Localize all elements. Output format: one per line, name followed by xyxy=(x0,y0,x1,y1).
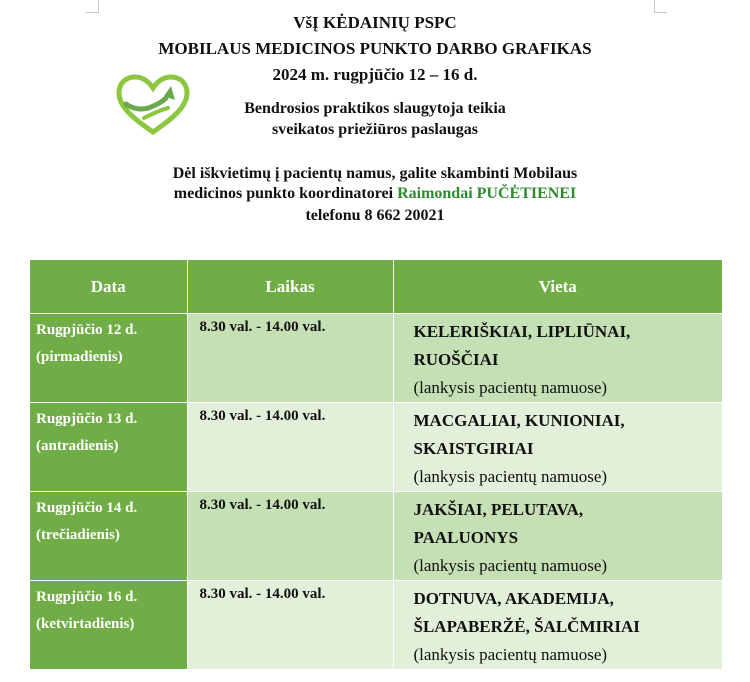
weekday-text: (antradienis) xyxy=(36,438,119,454)
coordinator-name: Raimondai PUČĖTIENEI xyxy=(397,185,577,202)
time-cell: 8.30 val. - 14.00 val. xyxy=(187,314,393,403)
contact-line-2-text: medicinos punkto koordinatorei xyxy=(173,185,398,202)
place-line-2: RUOŠČIAI xyxy=(413,350,499,369)
date-text: Rugpjūčio 14 d. xyxy=(36,500,138,516)
place-cell xyxy=(393,492,722,581)
service-line-1: Bendrosios praktikos slaugytoja teikia xyxy=(244,100,506,117)
place-line-2: ŠLAPABERŽĖ, ŠALČMIRIAI xyxy=(413,617,640,636)
time-cell: 8.30 val. - 14.00 val. xyxy=(187,581,393,670)
contact-line-2 xyxy=(0,185,750,203)
page-corner-mark-left xyxy=(86,0,99,13)
schedule-period: 2024 m. rugpjūčio 12 – 16 d. xyxy=(272,65,478,84)
weekday-text: (trečiadienis) xyxy=(36,527,120,543)
table-row xyxy=(30,314,722,403)
page-corner-mark-right xyxy=(654,0,667,13)
column-header-date: Data xyxy=(30,260,187,314)
date-text: Rugpjūčio 13 d. xyxy=(36,411,138,427)
column-header-place: Vieta xyxy=(393,260,722,314)
place-line-1: DOTNUVA, AKADEMIJA, xyxy=(413,589,614,608)
date-cell xyxy=(30,492,187,581)
org-name: VšĮ KĖDAINIŲ PSPC xyxy=(293,13,457,32)
place-cell xyxy=(393,314,722,403)
place-line-2: SKAISTGIRIAI xyxy=(413,439,534,458)
time-cell: 8.30 val. - 14.00 val. xyxy=(187,492,393,581)
schedule-table xyxy=(30,260,722,669)
date-cell xyxy=(30,403,187,492)
visit-note: (lankysis pacientų namuose) xyxy=(413,556,608,575)
place-line-1: JAKŠIAI, PELUTAVA, xyxy=(413,500,584,519)
date-cell xyxy=(30,581,187,670)
place-line-1: KELERIŠKIAI, LIPLIŪNAI, xyxy=(413,322,631,341)
visit-note: (lankysis pacientų namuose) xyxy=(413,378,608,397)
document-title: MOBILAUS MEDICINOS PUNKTO DARBO GRAFIKAS xyxy=(158,39,592,58)
table-row xyxy=(30,403,722,492)
date-cell xyxy=(30,314,187,403)
date-text: Rugpjūčio 16 d. xyxy=(36,589,138,605)
visit-note: (lankysis pacientų namuose) xyxy=(413,645,608,664)
heart-hands-logo-icon xyxy=(114,74,192,136)
service-line-2: sveikatos priežiūros paslaugas xyxy=(272,121,478,138)
place-line-1: MACGALIAI, KUNIONIAI, xyxy=(413,411,625,430)
contact-phone-line: telefonu 8 662 20021 xyxy=(305,207,445,224)
time-cell: 8.30 val. - 14.00 val. xyxy=(187,403,393,492)
table-row xyxy=(30,492,722,581)
table-header-row xyxy=(30,260,722,314)
place-line-2: PAALUONYS xyxy=(413,528,519,547)
table-row xyxy=(30,581,722,670)
weekday-text: (ketvirtadienis) xyxy=(36,616,135,632)
place-cell xyxy=(393,403,722,492)
contact-line-1: Dėl iškvietimų į pacientų namus, galite skambinti Mobilaus xyxy=(172,165,578,182)
weekday-text: (pirmadienis) xyxy=(36,349,123,365)
visit-note: (lankysis pacientų namuose) xyxy=(413,467,608,486)
column-header-time: Laikas xyxy=(187,260,393,314)
date-text: Rugpjūčio 12 d. xyxy=(36,322,138,338)
place-cell xyxy=(393,581,722,670)
